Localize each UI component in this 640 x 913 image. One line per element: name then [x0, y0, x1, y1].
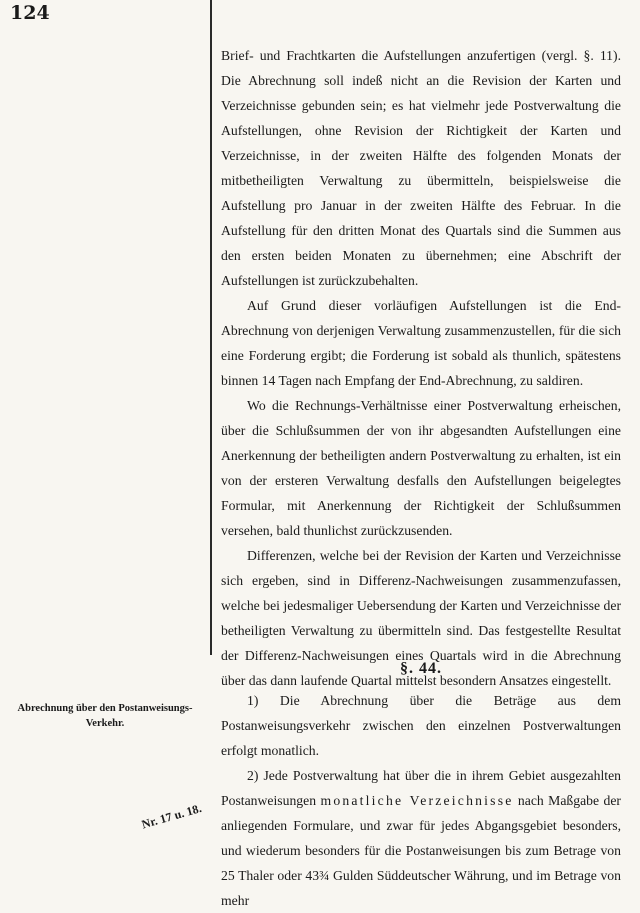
main-text-column	[221, 43, 621, 693]
paragraph-text: 2) Jede Postverwaltung hat über die in ihrem Gebiet ausgezahlten Postanweisungen	[221, 768, 621, 808]
column-divider	[210, 0, 212, 655]
margin-note: Abrechnung über den Postanweisungs-Verkehr.	[17, 703, 193, 729]
paragraph	[221, 763, 621, 913]
paragraph: Differenzen, welche bei der Revision der Karten und Verzeichnisse sich ergeben, sind in Differenz-Nachweisungen zusammenzufassen, welche bei jedesmaliger Uebersendung der Karten und Verzeichnisse der betheiligten Verwaltung zu übermitteln sind. Das festgestellte Resultat der Differenz-Nachweisungen eines Quartals wird in die Abrechnung über das dann laufende Quartal mittelst besondern Ansatzes eingestellt.	[221, 548, 621, 688]
paragraph: Auf Grund dieser vorläufigen Aufstellungen ist die End-Abrechnung von derjenigen Verwaltung zusammenzustellen, für die sich eine Forderung ergibt; die Forderung ist sobald als thunlich, spätestens binnen 14 Tagen nach Empfang der End-Abrechnung, zu saldiren.	[221, 298, 621, 388]
section-body	[221, 688, 621, 913]
margin-stamp: Nr. 17 u. 18.	[140, 801, 204, 832]
paragraph: Brief- und Frachtkarten die Aufstellungen anzufertigen (vergl. §. 11). Die Abrechnung soll indeß nicht an die Revision der Karten und Verzeichnisse gebunden sein; es hat vielmehr jede Postverwaltung die Aufstellungen, ohne Revision der Richtigkeit der Karten und Verzeichnisse, in der zweiten Hälfte des folgenden Monats der mitbetheiligten Verwaltung zu übermitteln, beispielsweise die Aufstellung pro Januar in der zweiten Hälfte des Februar. In die Aufstellung für den dritten Monat des Quartals sind die Summen aus den ersten beiden Monaten zu übernehmen; eine Abschrift der Aufstellungen ist zurückzubehalten.	[221, 48, 621, 288]
page-number: 124	[10, 2, 50, 24]
paragraph: 1) Die Abrechnung über die Beträge aus dem Postanweisungsverkehr zwischen den einzelnen Postverwaltungen erfolgt monatlich.	[221, 693, 621, 758]
section-heading: §. 44.	[400, 660, 442, 677]
paragraph-text: nach Maßgabe der anliegenden Formulare, und zwar für jedes Abgangsgebiet besonders, und wiederum besonders für die Postanweisungen bis zum Betrage von 25 Thaler oder 43¾ Gulden Süddeutscher Währung, und im Betrage von mehr	[221, 793, 621, 908]
paragraph: Wo die Rechnungs-Verhältnisse einer Postverwaltung erheischen, über die Schlußsummen der von ihr abgesandten Aufstellungen eine Anerkennung der betheiligten andern Postverwaltung zu erhalten, ist ein von der ersteren Verwaltung desfalls den Aufstellungen beigelegtes Formular, mit Anerkennung der Richtigkeit der Schlußsummen versehen, bald thunlichst zurückzusenden.	[221, 398, 621, 538]
emphasized-text: monatliche Verzeichnisse	[320, 793, 514, 808]
